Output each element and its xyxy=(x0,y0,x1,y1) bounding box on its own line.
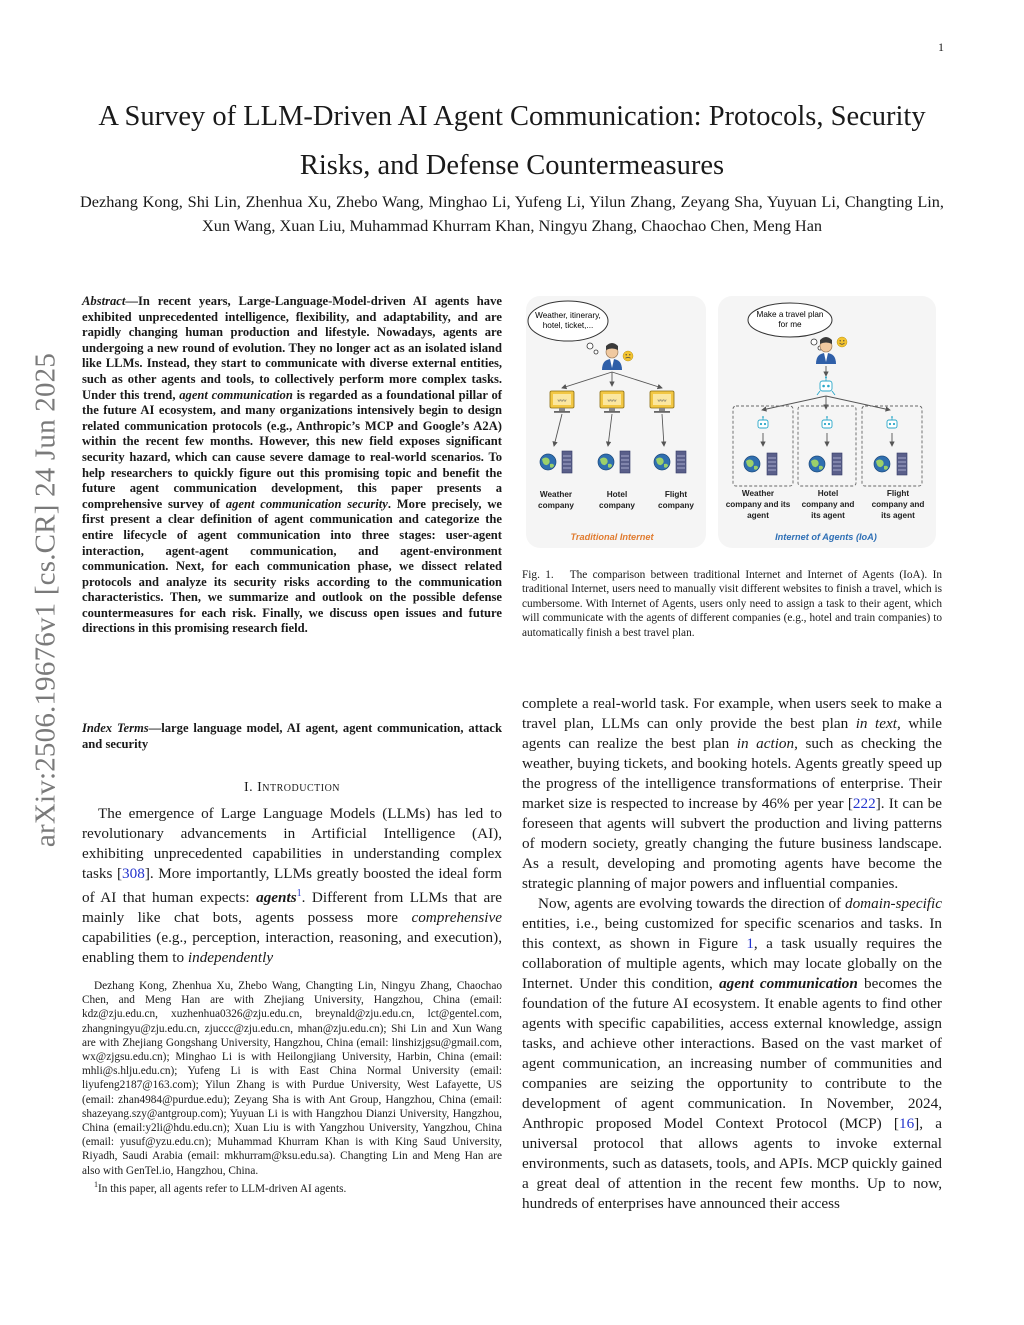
weather-company-label: Weather xyxy=(539,490,573,499)
confused-face-icon xyxy=(623,351,633,361)
footnote-mark: 1 xyxy=(94,1179,98,1189)
footnote-1: In this paper, all agents refer to LLM-driven AI agents. xyxy=(98,1182,347,1195)
intro-text-1: The emergence of Large Language Models (LLMs) has led to revolutionary advancements in Artificial Intelligence (AI), exhibiting unprecedented capabilities in understanding complex tasks [ xyxy=(82,805,502,882)
globe-icon xyxy=(654,454,670,470)
caption-label: Fig. 1. xyxy=(522,569,554,581)
abstract-emphasis-1: agent communication xyxy=(179,387,293,402)
right-column-text xyxy=(522,694,942,1214)
flight-agent-label-2: company and xyxy=(871,500,925,509)
right-text-8: becomes the foundation of the future AI ecosystem. It enable agents to find other agents with specific capabilities, access external knowledge, assign tasks, and achieve other interactions. Based on the vast market of agent communication, an increasing number of communities and companies are seizing the opportunity to contribute to the development of agent communication. In November, 2024, Anthropic proposed Model Context Protocol (MCP) [ xyxy=(522,975,942,1132)
server-icon xyxy=(832,453,842,475)
citation-link[interactable]: 222 xyxy=(852,795,876,812)
intro-comprehensive-emphasis: comprehensive xyxy=(411,909,502,927)
abstract-lead: Abstract xyxy=(82,294,126,308)
weather-agent-label-1: Weather xyxy=(741,489,775,498)
flight-agent-label-1: Flight xyxy=(886,489,910,498)
right-text-1: complete a real-world task. For example, when users seek to make a travel plan, LLMs can only provide the best plan xyxy=(522,695,942,732)
hotel-company-label-2: company xyxy=(599,501,635,510)
right-bubble-line-1: Make a travel plan xyxy=(756,310,824,319)
hotel-agent-label-1: Hotel xyxy=(817,489,839,498)
right-bubble-line-2: for me xyxy=(778,320,802,329)
right-text-3: , such as checking the weather, buying tickets, and booking hotels. Agents greatly speed up the progress of the intelligence transformations of enterprise. Their market size is respected to increase by 46% per year [ xyxy=(522,735,942,812)
section-heading xyxy=(82,780,502,796)
citation-link[interactable]: 308 xyxy=(122,865,145,882)
figure-reference-link[interactable]: 1 xyxy=(746,935,754,952)
intro-agents-emphasis: agents xyxy=(256,889,297,907)
caption-text: The comparison between traditional Internet and Internet of Agents (IoA). In traditional Internet, users need to manually visit different websites to finish a travel, which is cumbersome. With Internet of Agents, users only need to assign a task to their agent, which will communicate with the agents of different companies (e.g., hotel and train companies) to automatically finish a best travel plan. xyxy=(522,569,942,639)
flight-agent-label-3: its agent xyxy=(881,511,915,520)
index-terms-text: —large language model, AI agent, agent communication, attack and security xyxy=(82,721,502,751)
abstract-text-2: is regarded as a foundational pillar of the future AI ecosystem, and many organizations intensively begin to design related communication protocols (e.g., Anthropic’s MCP and Google’s A2A) within the recent few months. However, this new field exposes significant security hazard, which can cause severe damage to real-world scenarios. To help researchers to quickly figure out this promising topic and benefit the future agent communication development, this paper presents a comprehensive survey of xyxy=(82,387,502,511)
domain-specific-emphasis: domain-specific xyxy=(844,895,942,912)
right-text-6: entities, i.e., being customized for specific scenarios and tasks. In this context, as shown in Figure xyxy=(522,915,942,952)
globe-icon xyxy=(874,456,890,472)
page-number: 1 xyxy=(938,40,944,54)
right-text-5: Now, agents are evolving towards the direction of xyxy=(538,895,845,912)
hotel-company-label: Hotel xyxy=(606,490,628,499)
author-list: Dezhang Kong, Shi Lin, Zhenhua Xu, Zhebo Wang, Minghao Li, Yufeng Li, Yilun Zhang, Zeyang Sha, Yuyuan Li, Changting Lin, Xun Wang, Xuan Liu, Muhammad Khurram Khan, Ningyu Zhang, Chaochao Chen, Meng Han xyxy=(80,192,944,235)
globe-icon xyxy=(809,456,825,472)
internet-of-agents-label: Internet of Agents (IoA) xyxy=(775,532,877,542)
abstract-text-1: —In recent years, Large-Language-Model-driven AI agents have exhibited unprecedented intelligence, flexibility, and adaptability, and are rapidly changing human production and lifestyle. Nowadays, agents are undergoing a new round of evolution. They no longer act as an isolated island like LLMs. Instead, they start to communicate with diverse external entities, such as other agents and tools, to collectively perform more complex tasks. Under this trend, xyxy=(82,294,502,402)
intro-text-2: ]. More importantly, LLMs greatly boosted the ideal form of AI that human expects: xyxy=(82,865,502,907)
figure-caption xyxy=(522,568,942,640)
affiliation-footnote: Dezhang Kong, Zhenhua Xu, Zhebo Wang, Changting Lin, Ningyu Zhang, Chaochao Chen, and Meng Han are with Zhejiang University, Hangzhou, China (email: kdz@zju.edu.cn, xuzhenhua0326@zju.edu.cn, breynald@zju.edu.cn, lct@gentel.com, zhangningyu@zju.edu.cn, zjuccc@zju.edu.cn, mhan@zju.edu.cn); Shi Lin and Xun Wang are with Zhejiang Gongshang University, Hangzhou, China (email: linshizjgsu@gmail.com, wx@zjgsu.edu.cn); Minghao Li is with Heilongjiang University, Harbin, China (email: mhli@s.hlju.edu.cn); Yufeng Li is with East China Normal University (email: liyufeng2187@163.com); Yilun Zhang is with Purdue University, West Lafayette, US (email: zhan4984@purdue.edu); Zeyang Sha is with Ant Group, Hangzhou, China (email: shazeyang.szy@antgroup.com); Yuyuan Li is with Hangzhou Dianzi University, Hangzhou, China (email:y2li@hdu.edu.cn); Xuan Liu is with Yangzhou University, Yangzhou, China (email: yusuf@yzu.edu.cn); Muhammad Khurram Khan is with King Saud University, Riyadh, Saudi Arabia (email: mkhurram@ksu.edu.sa). Changting Lin and Meng Han are also with GenTel.io, Hangzhou, China. xyxy=(82,980,502,1177)
hotel-agent-label-3: its agent xyxy=(811,511,845,520)
globe-icon xyxy=(540,454,556,470)
happy-face-icon xyxy=(837,337,847,347)
intro-paragraph xyxy=(82,804,502,968)
right-text-2: , while agents can realize the best plan xyxy=(522,715,943,752)
intro-text-4: capabilities (e.g., perception, interaction, reasoning, and execution), enabling them to xyxy=(82,929,502,967)
agent-communication-emphasis: agent communication xyxy=(719,975,858,992)
figure-1-diagram: www Weather, itinerary, hotel, ticket,... Weather company Hotel company Flight company Traditional Internet Make a travel plan for me Weather company and its agent Hotel company and its agent Flight company and its agent Internet of Agents (IoA) xyxy=(526,296,936,548)
intro-independently-emphasis: independently xyxy=(187,949,274,967)
abstract xyxy=(82,294,502,637)
footnote-marker[interactable]: 1 xyxy=(296,888,302,899)
in-action-emphasis: in action xyxy=(736,735,795,752)
flight-company-label: Flight xyxy=(664,490,688,499)
left-bubble-line-2: hotel, ticket,... xyxy=(542,321,594,330)
intro-text-3: . Different from LLMs that are mainly like chat bots, agents possess more xyxy=(82,889,502,927)
weather-agent-label-3: agent xyxy=(747,511,769,520)
traditional-internet-label: Traditional Internet xyxy=(570,532,654,542)
globe-icon xyxy=(598,454,614,470)
right-text-4: ]. It can be foreseen that agents will subvert the production and living patterns of modern society, greatly changing the future business landscape. As a result, developing and promoting agents have become the strategic planning of major powers and influential companies. xyxy=(522,795,942,892)
server-icon xyxy=(897,453,907,475)
citation-link[interactable]: 16 xyxy=(898,1115,915,1132)
left-bubble-line-1: Weather, itinerary, xyxy=(535,311,601,320)
arxiv-watermark xyxy=(16,240,76,960)
footnotes xyxy=(82,979,502,1196)
server-icon xyxy=(767,453,777,475)
in-text-emphasis: in text xyxy=(855,715,897,732)
figure-1 xyxy=(521,293,936,548)
globe-icon xyxy=(744,456,760,472)
right-text-7: , a task usually requires the collaboration of multiple agents, which may locate globally on the Internet. Under this condition, xyxy=(522,935,943,992)
arxiv-id: arXiv:2506.19676v1 [cs.CR] 24 Jun 2025 xyxy=(29,352,62,848)
section-number: I. xyxy=(243,780,258,795)
paper-title: A Survey of LLM-Driven AI Agent Communication: Protocols, Security Risks, and Defense Countermeasures xyxy=(98,101,926,181)
weather-agent-label-2: company and its xyxy=(725,500,791,509)
abstract-text-3: . More precisely, we first present a clear definition of agent communication and categorize the entire lifecycle of agent communication into three stages: user-agent interaction, agent-agent communication, and agent-environment communication. Next, for each communication phase, we dissect related protocols and analyze its security risks according to the communication characteristics. Then, we summarize and outlook on the possible defense countermeasures for each risk. Finally, we discuss open issues and future directions in this promising research field. xyxy=(82,496,502,636)
server-icon xyxy=(620,451,630,473)
flight-company-label-2: company xyxy=(658,501,694,510)
abstract-emphasis-2: agent communication security xyxy=(225,496,388,511)
index-terms xyxy=(82,721,502,752)
server-icon xyxy=(676,451,686,473)
index-terms-lead: Index Terms xyxy=(82,721,149,735)
hotel-agent-label-2: company and xyxy=(801,500,855,509)
weather-company-label-2: company xyxy=(538,501,574,510)
server-icon xyxy=(562,451,572,473)
section-title: Introduction xyxy=(257,780,341,795)
right-text-9: ], a universal protocol that allows agents to invoke external environments, such as datasets, tools, and APIs. MCP quickly gained a great deal of attention in the recent few months. Up to now, hundreds of enterprises have announced their access xyxy=(522,1115,942,1212)
